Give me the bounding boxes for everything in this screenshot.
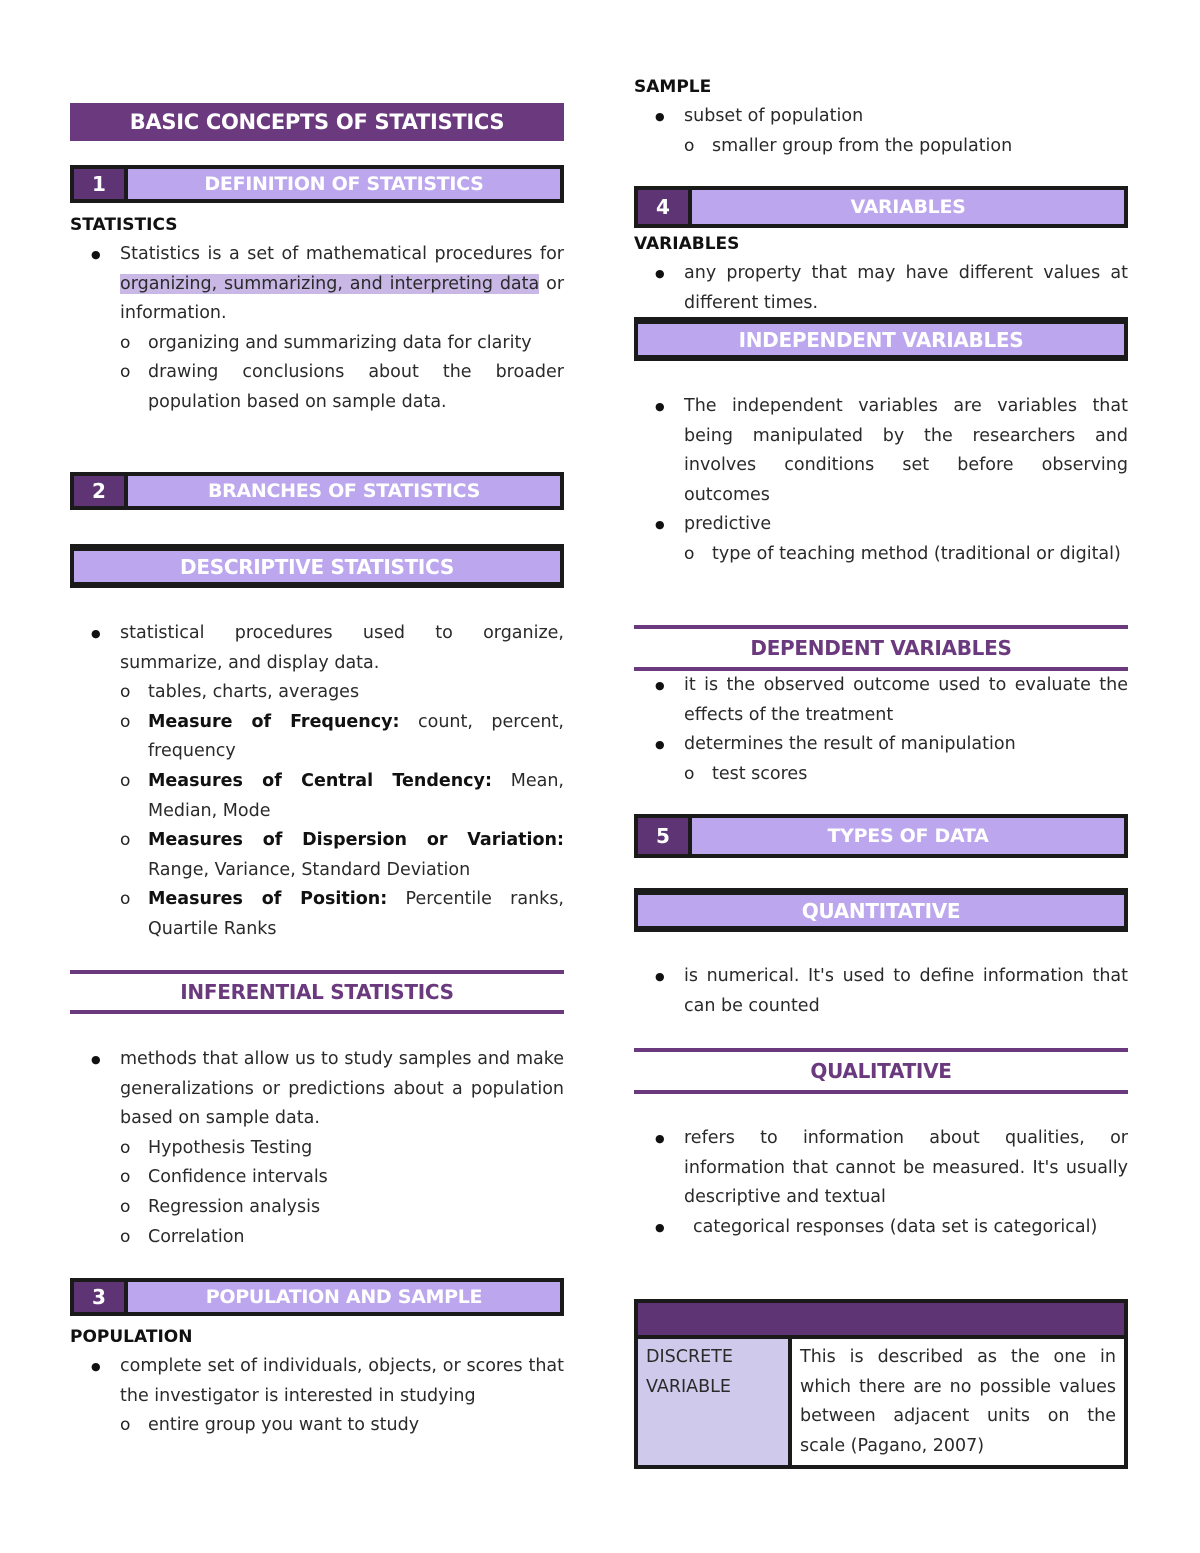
- sub-list-item: o Hypothesis Testing: [120, 1134, 564, 1164]
- population-content: [70, 1322, 564, 1441]
- sub-list-item: o tables, charts, averages: [120, 678, 564, 708]
- table-row: [636, 1337, 1126, 1467]
- sub-list-item: o Regression analysis: [120, 1193, 564, 1223]
- list-item: ● refers to information about qualities, or information that cannot be measured. It's usually descriptive and textual: [634, 1124, 1128, 1213]
- section-number: 2: [74, 476, 124, 506]
- list-item: ● it is the observed outcome used to evaluate the effects of the treatment: [634, 671, 1128, 730]
- qualitative-content: [634, 1124, 1128, 1242]
- highlighted-text: organizing, summarizing, and interpreting data: [120, 273, 540, 294]
- document-title: BASIC CONCEPTS OF STATISTICS: [70, 103, 564, 141]
- sub-list-item: o type of teaching method (traditional or digital): [684, 540, 1128, 570]
- section-title: TYPES OF DATA: [692, 818, 1124, 854]
- list-item: ● methods that allow us to study samples and make generalizations or predictions about a population based on sample data. o Hypothesis Testing o Confidence intervals o Regression analysis o Correlation: [70, 1045, 564, 1252]
- term-heading: STATISTICS: [70, 215, 178, 235]
- quantitative-content: [634, 962, 1128, 1021]
- section-number: 3: [74, 1282, 124, 1312]
- sub-list-item: o Confidence intervals: [120, 1163, 564, 1193]
- independent-variables-header: [634, 317, 1128, 361]
- sub-list-item: o test scores: [684, 760, 1128, 790]
- sub-list-item: o Measures of Position: Percentile ranks, Quartile Ranks: [120, 885, 564, 944]
- list-item: ● categorical responses (data set is categorical): [634, 1213, 1128, 1243]
- descriptive-statistics-header: [70, 544, 564, 588]
- term-heading: VARIABLES: [634, 234, 740, 254]
- variables-content: [634, 229, 1128, 318]
- list-item: ● subset of population o smaller group from the population: [634, 102, 1128, 161]
- list-item: ● any property that may have different values at different times.: [634, 259, 1128, 318]
- term-heading: POPULATION: [70, 1327, 193, 1347]
- sub-list-item: o Correlation: [120, 1223, 564, 1253]
- statistics-definition: [70, 210, 564, 418]
- section-number: 4: [638, 190, 688, 224]
- list-item: ● Statistics is a set of mathematical procedures for organizing, summarizing, and interpreting data or information. o organizing and summarizing data for clarity o drawing conclusions about the broader population based on sample data.: [70, 240, 564, 418]
- qualitative-header: QUALITATIVE: [634, 1048, 1128, 1094]
- section-title: BRANCHES OF STATISTICS: [128, 476, 560, 506]
- dependent-variables-content: [634, 671, 1128, 789]
- sub-list-item: o drawing conclusions about the broader population based on sample data.: [120, 358, 564, 417]
- section-4-header: [634, 186, 1128, 228]
- inferential-statistics-content: [70, 1045, 564, 1252]
- sub-list-item: o Measure of Frequency: count, percent, frequency: [120, 708, 564, 767]
- descriptive-statistics-content: [70, 619, 564, 945]
- subsection-title: DESCRIPTIVE STATISTICS: [74, 551, 560, 582]
- subsection-title: INDEPENDENT VARIABLES: [638, 324, 1124, 355]
- section-title: VARIABLES: [692, 190, 1124, 224]
- table-definition-cell: This is described as the one in which there are no possible values between adjacent units on the scale (Pagano, 2007): [790, 1337, 1126, 1467]
- sub-list-item: o entire group you want to study: [120, 1411, 564, 1441]
- section-number: 1: [74, 169, 124, 199]
- list-item: ● statistical procedures used to organize, summarize, and display data. o tables, charts, averages o Measure of Frequency: count, percent, frequency o Measures of Central Tendency: Mean, Median, Mode o Measures of Dispersion or Variation: Range, Variance, Standard Deviation o Measures of Position: Percentile ranks, Quartile Ranks: [70, 619, 564, 945]
- table-header-row: [636, 1301, 1126, 1337]
- term-heading: SAMPLE: [634, 77, 712, 97]
- variable-types-table: [634, 1299, 1128, 1469]
- section-3-header: [70, 1278, 564, 1316]
- dependent-variables-header: DEPENDENT VARIABLES: [634, 625, 1128, 671]
- list-item: ● predictive o type of teaching method (traditional or digital): [634, 510, 1128, 569]
- section-title: DEFINITION OF STATISTICS: [128, 169, 560, 199]
- list-item: ● complete set of individuals, objects, or scores that the investigator is interested in studying o entire group you want to study: [70, 1352, 564, 1441]
- section-1-header: [70, 165, 564, 203]
- sub-list-item: o smaller group from the population: [684, 132, 1128, 162]
- table-term-cell: DISCRETE VARIABLE: [636, 1337, 790, 1467]
- sub-list-item: o Measures of Central Tendency: Mean, Median, Mode: [120, 767, 564, 826]
- independent-variables-content: [634, 392, 1128, 570]
- section-title: POPULATION AND SAMPLE: [128, 1282, 560, 1312]
- quantitative-header: [634, 888, 1128, 932]
- section-2-header: [70, 472, 564, 510]
- list-item: ● determines the result of manipulation o test scores: [634, 730, 1128, 789]
- sub-list-item: o organizing and summarizing data for clarity: [120, 329, 564, 359]
- sub-list-item: o Measures of Dispersion or Variation: Range, Variance, Standard Deviation: [120, 826, 564, 885]
- list-item: ● is numerical. It's used to define information that can be counted: [634, 962, 1128, 1021]
- sample-content: [634, 72, 1128, 161]
- list-item: ● The independent variables are variables that being manipulated by the researchers and involves conditions set before observing outcomes: [634, 392, 1128, 510]
- section-number: 5: [638, 818, 688, 854]
- inferential-statistics-header: INFERENTIAL STATISTICS: [70, 970, 564, 1014]
- section-5-header: [634, 814, 1128, 858]
- subsection-title: QUANTITATIVE: [638, 895, 1124, 926]
